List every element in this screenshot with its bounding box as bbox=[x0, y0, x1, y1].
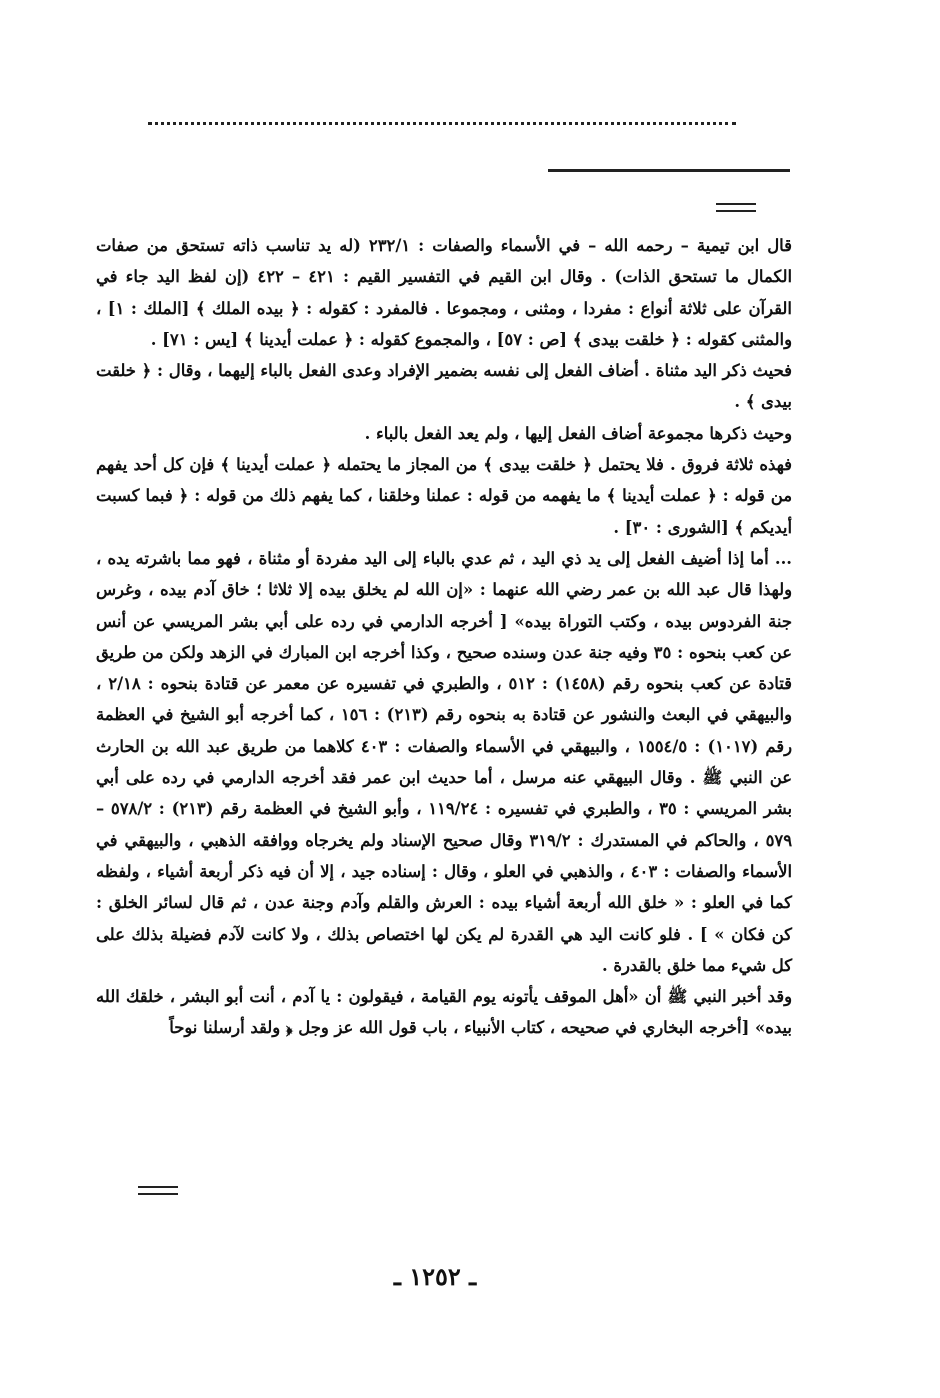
double-line-mark-top bbox=[716, 203, 756, 212]
footnote-separator-rule bbox=[548, 169, 790, 172]
footnote-text bbox=[96, 230, 792, 1044]
paragraph-2: فحيث ذكر اليد مثناة . أضاف الفعل إلى نفسه بضمير الإفراد وعدى الفعل بالباء إليهما ، وقال : ﴿ خلقت بيدى ﴾ . bbox=[96, 361, 792, 412]
paragraph-4: فهذه ثلاثة فروق . فلا يحتمل ﴿ خلقت بيدى ﴾ من المجاز ما يحتمله ﴿ عملت أيدينا ﴾ فإن كل أحد يفهم من قوله : ﴿ عملت أيدينا ﴾ ما يفهمه من قوله : عملنا وخلقنا ، كما يفهم ذلك من قوله : ﴿ فبما كسبت أيديكم ﴾ [الشورى : ٣٠] . bbox=[96, 455, 793, 537]
paragraph-6: وقد أخبر النبي ﷺ أن «أهل الموقف يأتونه يوم القيامة ، فيقولون : يا آدم ، أنت أبو البشر ، خلقك الله بيده» [أخرجه البخاري في صحيحه ، كتاب الأنبياء ، باب قول الله عز وجل ﴿ ولقد أرسلنا نوحاً bbox=[96, 987, 792, 1038]
page-number: ـ ١٢٥٢ ـ bbox=[393, 1262, 477, 1291]
paragraph-3: وحيث ذكرها مجموعة أضاف الفعل إليها ، ولم يعد الفعل بالباء . bbox=[364, 423, 792, 443]
paragraph-5: ... أما إذا أضيف الفعل إلى يد ذي اليد ، ثم عدي بالباء إلى اليد مفردة أو مثناة ، فهو مما باشرته يده ، ولهذا قال عبد الله بن عمر رضي الله عنهما : «إن الله لم يخلق بيده إلا ثلاثا ؛ خاق آدم بيده ، وغرس جنة الفردوس بيده ، وكتب التوراة بيده» [ أخرجه الدارمي في رده على أبي بشر المريسي عن أنس عن كعب بنحوه : ٣٥ وفيه جنة عدن وسنده صحيح ، وكذا أخرجه ابن المبارك في الزهد ولكن من طريق قتادة عن كعب بنحوه رقم (١٤٥٨) : ٥١٢ ، والطبري في تفسيره عن معمر عن قتادة بنحوه : ٢/١٨ ، والبيهقي في البعث والنشور عن قتادة به بنحوه رقم (٢١٣) : ١٥٦ ، كما أخرجه أبو الشيخ في العظمة رقم (١٠١٧) : ١٥٥٤/٥ ، والبيهقي في الأسماء والصفات : ٤٠٣ كلاهما من طريق عبد الله بن الحارث عن النبي ﷺ . وقال البيهقي عنه مرسل ، أما حديث ابن عمر فقد أخرجه الدارمي في رده على أبي بشر المريسي : ٣٥ ، والطبري في تفسيره : ١١٩/٢٤ ، وأبو الشيخ في العظمة رقم (٢١٣) : ٥٧٨/٢ – ٥٧٩ ، والحاكم في المستدرك : ٣١٩/٢ وقال صحيح الإسناد ولم يخرجاه ووافقه الذهبي ، والبيهقي في الأسماء والصفات : ٤٠٣ ، والذهبي في العلو ، وقال : إسناده جيد ، إلا أن فيه ذكر أربعة أشياء ، ولفظه كما في العلو : « خلق الله أربعة أشياء بيده : العرش والقلم وآدم وجنة عدن ، ثم قال لسائر الخلق : كن فكان » ] . فلو كانت اليد هي القدرة لم يكن لها اختصاص بذلك ، ولا كانت لآدم فضيلة بذلك على كل شيء مما خلق بالقدرة . bbox=[96, 548, 793, 975]
double-line-mark-bottom bbox=[138, 1186, 178, 1195]
paragraph-1: قال ابن تيمية – رحمه الله – في الأسماء والصفات : ٢٣٢/١ (له يد تناسب ذاته تستحق من صفات الكمال ما تستحق الذات) . وقال ابن القيم في التفسير القيم : ٤٢١ – ٤٢٢ (إن لفظ اليد جاء في القرآن على ثلاثة أنواع : مفردا ، ومثنى ، ومجموعا . فالمفرد : كقوله : ﴿ بيده الملك ﴾ [الملك : ١] ، والمثنى كقوله : ﴿ خلقت بيدى ﴾ [ص : ٥٧] ، والمجموع كقوله : ﴿ عملت أيدينا ﴾ [يس : ٧١] . bbox=[96, 236, 792, 349]
header-dotted-rule bbox=[148, 122, 736, 125]
